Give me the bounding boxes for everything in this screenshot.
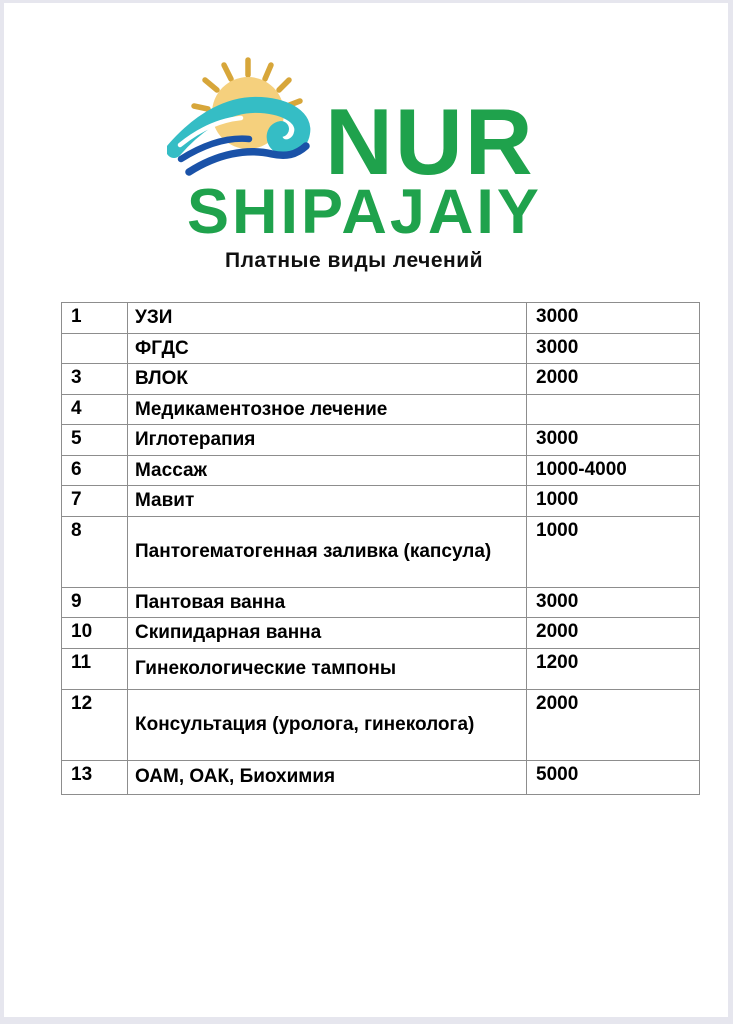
row-number-cell: 1 (62, 303, 128, 334)
table-row (62, 334, 700, 364)
row-number-cell: 10 (62, 618, 128, 648)
price-cell: 2000 (527, 689, 700, 760)
service-name-cell: Мавит (128, 486, 527, 516)
row-number-cell: 8 (62, 516, 128, 587)
service-name-cell: Пантогематогенная заливка (капсула) (128, 516, 527, 587)
logo-text-nur: NUR (325, 89, 535, 194)
service-name-cell: ФГДС (128, 334, 527, 364)
sun-wave-icon (167, 53, 342, 193)
service-name-cell: ОАМ, ОАК, Биохимия (128, 760, 527, 794)
service-name-cell: ВЛОК (128, 364, 527, 394)
price-cell: 3000 (527, 587, 700, 617)
table-row (62, 455, 700, 485)
table-row (62, 425, 700, 455)
row-number-cell: 9 (62, 587, 128, 617)
service-name-cell: Медикаментозное лечение (128, 394, 527, 424)
row-number-cell (62, 334, 128, 364)
service-name-cell: УЗИ (128, 303, 527, 334)
service-name-cell: Массаж (128, 455, 527, 485)
table-row (62, 648, 700, 689)
page-title: Платные виды лечений (224, 249, 484, 272)
table-row (62, 303, 700, 334)
table-row (62, 760, 700, 794)
price-cell: 1000-4000 (527, 455, 700, 485)
table-row (62, 618, 700, 648)
price-cell: 1000 (527, 516, 700, 587)
table-row (62, 364, 700, 394)
document-page (4, 3, 728, 1017)
table-row (62, 394, 700, 424)
row-number-cell: 13 (62, 760, 128, 794)
table-row (62, 587, 700, 617)
price-cell: 1200 (527, 648, 700, 689)
row-number-cell: 7 (62, 486, 128, 516)
service-name-cell: Иглотерапия (128, 425, 527, 455)
logo-text-shipajaiy: SHIPAJAIY (187, 177, 542, 247)
price-cell: 3000 (527, 303, 700, 334)
row-number-cell: 5 (62, 425, 128, 455)
price-cell: 2000 (527, 364, 700, 394)
row-number-cell: 11 (62, 648, 128, 689)
price-cell: 3000 (527, 425, 700, 455)
price-cell: 2000 (527, 618, 700, 648)
row-number-cell: 6 (62, 455, 128, 485)
row-number-cell: 4 (62, 394, 128, 424)
row-number-cell: 12 (62, 689, 128, 760)
table-row (62, 689, 700, 760)
price-cell: 5000 (527, 760, 700, 794)
price-cell: 3000 (527, 334, 700, 364)
price-cell (527, 394, 700, 424)
table-row (62, 516, 700, 587)
service-name-cell: Гинекологические тампоны (128, 648, 527, 689)
service-name-cell: Пантовая ванна (128, 587, 527, 617)
table-row (62, 486, 700, 516)
service-name-cell: Скипидарная ванна (128, 618, 527, 648)
row-number-cell: 3 (62, 364, 128, 394)
price-cell: 1000 (527, 486, 700, 516)
service-name-cell: Консультация (уролога, гинеколога) (128, 689, 527, 760)
price-table (61, 302, 700, 795)
